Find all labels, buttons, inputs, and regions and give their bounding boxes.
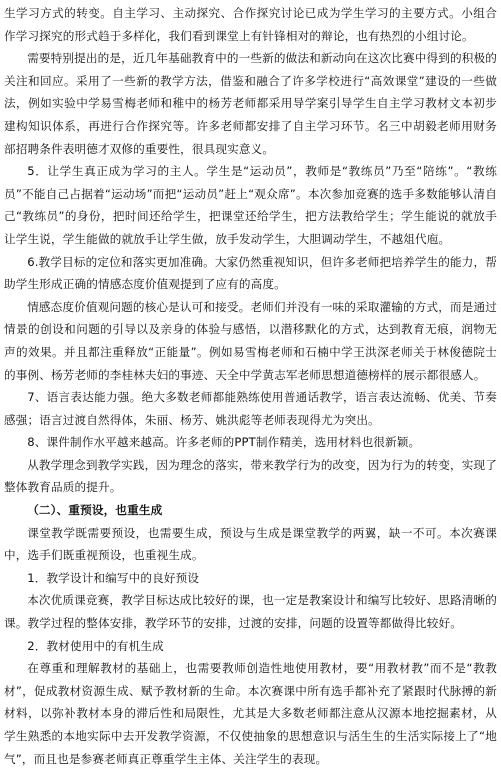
paragraph-1: 生学习方式的转变。自主学习、主动探究、合作探究讨论已成为学生学习的主要方式。小组合作学习探究的形式趋于多样化，我们看到课堂上有针锋相对的辩论，也有热烈的小组讨论。 [4, 6, 497, 43]
paragraph-4: 6.教学目标的定位和落实更加准确。大家仍然重视知识，但许多老师把培养学生的能力，帮助学生形成正确的情感态度价值观提到了应有的高度。 [4, 254, 497, 292]
subheading-2: 2．教材使用中的有机生成 [27, 638, 164, 653]
paragraph-9: 课堂教学既需要预设，也需要生成，预设与生成是课堂教学的两翼，缺一不可。本次赛课中，选手们既重视预设，也重视生成。 [4, 525, 497, 563]
subheading-1: 1．教学设计和编写中的良好预设 [27, 570, 200, 585]
paragraph-11: 在尊重和理解教材的基础上，也需要教师创造性地使用教材，要“用教材教”而不是“教教材”，促成教材资源生成、赋予教材新的生命。本次赛课中所有选手都补充了紧跟时代脉搏的新材料，以弥补教材本身的滞后性和局限性，尤其是大多数老师都注意从汉源本地挖掘素材，从学生熟悉的本地实际中去开发教学资源，不仅使抽象的思想意识与活生生的生活实际接上了“地气”，而且也是参赛老师真正尊重学生主体、关注学生的表现。 [4, 661, 497, 766]
paragraph-10: 本次优质课竞赛，教学目标达成比较好的课，也一定是教案设计和编写比较好、思路清晰的课。教学过程的整体安排，教学环节的安排，过渡的安排，问题的设置等都做得比较好。 [4, 593, 497, 631]
paragraph-3: 5．让学生真正成为学习的主人。学生是“运动员”，教师是“教练员”乃至“陪练”。“教练员”不能自己占据着“运动场”而把“运动员”赶上“观众席”。本次参加竞赛的选手多数能够认清自己“教练员”的身份，把时间还给学生，把课堂还给学生，把方法教给学生；学生能说的就放手让学生说，学生能做的就放手让学生做，放手发动学生，大胆调动学生，不越俎代庖。 [4, 164, 497, 246]
paragraph-8: 从教学理念到教学实践，因为理念的落实，带来教学行为的改变，因为行为的转变，实现了整体教育品质的提升。 [4, 457, 497, 495]
paragraph-6: 7、语言表达能力强。绝大多数老师都能熟练使用普通话教学，语言表达流畅、优美、节奏感强；语言过渡自然得体，朱丽、杨芳、姚洪彪等老师表现得尤为突出。 [4, 390, 497, 427]
paragraph-5: 情感态度价值观问题的核心是认可和接受。老师们并没有一味的采取灌输的方式，而是通过情景的创设和问题的引导以及亲身的体验与感悟，以潜移默化的方式，达到教育无痕，润物无声的效果。并且都注重释放“正能量”。例如易雪梅老师和石楠中学王洪深老师关于林俊德院士的事例、杨芳老师的李桂林夫妇的事迹、天全中学黄志军老师思想道德榜样的展示都很感人。 [4, 299, 497, 382]
section-heading: （二）、重预设，也重生成 [27, 503, 163, 518]
paragraph-7: 8、课件制作水平越来越高。许多老师的PPT制作精美，选用材料也很新颖。 [27, 435, 421, 450]
paragraph-2: 需要特别提出的是，近几年基础教育中的一些新的做法和新动向在这次比赛中得到的积极的关注和回应。采用了一些新的教学方法，借鉴和融合了许多学校进行“高效课堂”建设的一些做法，例如实验中学易雪梅老师和稚中的杨芳老师都采用导学案引导学生自主学习教材文本初步建构知识体系，再进行合作探究等。许多老师都安排了自主学习环节。名三中胡毅老师用财务部招聘条件表明德才双修的重要性，很具现实意义。 [4, 51, 497, 156]
